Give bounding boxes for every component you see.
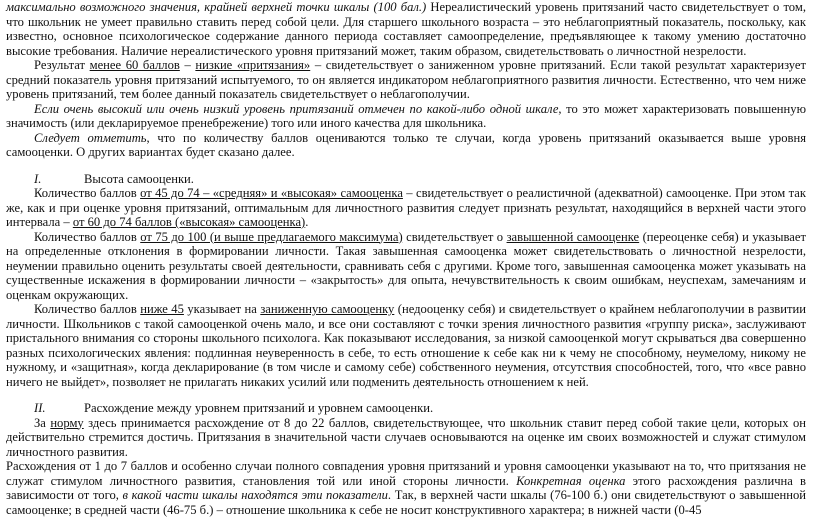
paragraph-6	[6, 230, 806, 303]
section-1-heading	[6, 172, 806, 187]
underlined-phrase: от 60 до 74 баллов («высокая» самооценка)	[72, 215, 306, 229]
section-number: II.	[34, 401, 46, 415]
paragraph-text: Результат	[34, 58, 90, 72]
paragraph-text: (переоценке себя) и указывает на определенные отклонения в формировании личности. Такая завышенная самооценка может свидетельствовать о личностной незрелости, неумении правильно оценить результаты своей деятельности, сравнивать себя с другими. Кроме того, завышенная самооценка может указывать на существенные искажения в формировании личности – «закрытость» для опыта, нечувствительность к своим ошибкам, неуспехам, замечаниям и оценкам окружающих.	[6, 229, 806, 302]
italic-phrase: Если очень высокий или очень низкий уровень притязаний отмечен по какой-либо одной шкале	[34, 101, 559, 116]
italic-phrase: Следует отметить	[34, 130, 147, 145]
spacer	[6, 160, 806, 172]
paragraph-text: –	[179, 58, 196, 72]
underlined-phrase: норму	[50, 415, 84, 430]
document-page	[6, 0, 806, 517]
italic-phrase: Конкретная оценка	[516, 473, 626, 488]
paragraph-text: свидетельствует о	[402, 229, 507, 244]
underlined-phrase: низкие «притязания»	[195, 58, 311, 72]
paragraph-text: , то это может характеризовать повышенную значимость (или декларируемое пренебрежение) того или иного качества для школьника.	[6, 101, 806, 130]
paragraph-text: За	[34, 415, 51, 430]
paragraph-text: . Так, в верхней части шкалы (76-100 б.) они свидетельствуют о завышенной самооценке; в средней части (46-75 б.) – отношение школьника к себе не носит конструктивного характера; в нижней части (0-45	[6, 488, 806, 517]
paragraph-3	[6, 102, 806, 131]
underlined-phrase: заниженную самооценку	[260, 302, 395, 316]
paragraph-7	[6, 302, 806, 389]
underlined-phrase: от 45 до 74 – «средняя» и «высокая» самооценка	[140, 186, 403, 200]
paragraph-text: Расхождения от 1 до 7 баллов и особенно случаи полного совпадения уровня притязаний и уровня самооценки указывают на то, что притязания не служат стимулом личностного развития, становления той или иной стороны личности.	[6, 459, 806, 488]
paragraph-4	[6, 131, 806, 160]
italic-phrase: в какой части шкалы находятся эти показатели	[122, 488, 388, 502]
paragraph-text: (недооценку себя) и свидетельствует о крайнем неблагополучии в развитии личности. Школьников с такой самооценкой очень мало, и все они составляют с точки зрения личностного развития «группу риска», заслуживают пристального внимания со стороны школьного психолога. Как показывают исследования, за низкой самооценкой могут скрываться два совершенно разных психологических явления: подлинная неуверенность в себе, то есть отношение к себе как ни к чему не способному, неумелому, никому не нужному, и «защитная», когда декларирование (в том числе и самому себе) собственного неумения, отсутствия способностей, того, что «все равно ничего не выйдет», позволяет не прилагать никаких усилий или подменить деятельность отношением к ней.	[6, 302, 806, 389]
section-title: Высота самооценки.	[84, 171, 194, 186]
paragraph-text: – свидетельствует о заниженном уровне притязаний. Если такой результат характеризует средний показатель уровня притязаний испытуемого, то он является индикатором неблагоприятного развития личности. Естественно, что чем ниже уровень притязаний, тем более данный показатель свидетельствует о неблагополучии.	[6, 58, 807, 101]
paragraph-text: Количество баллов	[34, 229, 141, 244]
underlined-phrase: завышенной самооценке	[506, 229, 640, 244]
underlined-phrase: менее 60 баллов	[89, 58, 180, 72]
section-number: I.	[34, 171, 42, 186]
paragraph-text: Количество баллов	[34, 186, 141, 200]
section-title: Расхождение между уровнем притязаний и уровнем самооценки.	[84, 401, 434, 415]
italic-phrase: максимально возможного значения, крайней верхней точки шкалы (100 бал.)	[6, 0, 427, 14]
paragraph-text: Количество баллов	[34, 302, 141, 316]
section-2-heading	[6, 401, 806, 416]
underlined-phrase: ниже 45	[140, 302, 184, 316]
paragraph-text: .	[305, 215, 309, 229]
paragraph-5	[6, 186, 806, 230]
paragraph-8	[6, 416, 806, 460]
paragraph-text: этого расхождения различна в зависимости от того,	[6, 473, 806, 502]
paragraph-text: указывает на	[183, 302, 261, 316]
paragraph-1	[6, 0, 806, 58]
paragraph-text: – свидетельствует о реалистичной (адекватной) самооценке. При этом так же, как и при оценке уровня притязаний, оптимальным для личностного развития следует признать результат, находящийся в верхней части этого интервала –	[6, 186, 806, 229]
paragraph-9	[6, 459, 806, 517]
underlined-phrase: от 75 до 100 (и выше предлагаемого максимума)	[140, 229, 403, 244]
paragraph-text: здесь принимается расхождение от 8 до 22 баллов, свидетельствующее, что школьник ставит перед собой такие цели, которых он действительно стремится достичь. Притязания в значительной части случаев основываются на оценке им своих возможностей и служат стимулом личностного развития.	[6, 415, 806, 459]
paragraph-2	[6, 58, 806, 102]
paragraph-text: , что по количеству баллов оцениваются только те случаи, когда уровень притязаний оказывается выше уровня самооценки. О других вариантах будет сказано далее.	[6, 130, 807, 159]
paragraph-text: Нереалистический уровень притязаний часто свидетельствует о том, что школьник не умеет правильно ставить перед собой цели. Для старшего школьного возраста – это неблагоприятный показатель, поскольку, как известно, основное психологическое содержание данного периода составляет самоопределение, предъявляющее к такому умению достаточно высокие требования. Наличие нереалистического уровня притязаний может, таким образом, свидетельствовать о личностной незрелости.	[6, 0, 806, 58]
spacer	[6, 389, 806, 401]
